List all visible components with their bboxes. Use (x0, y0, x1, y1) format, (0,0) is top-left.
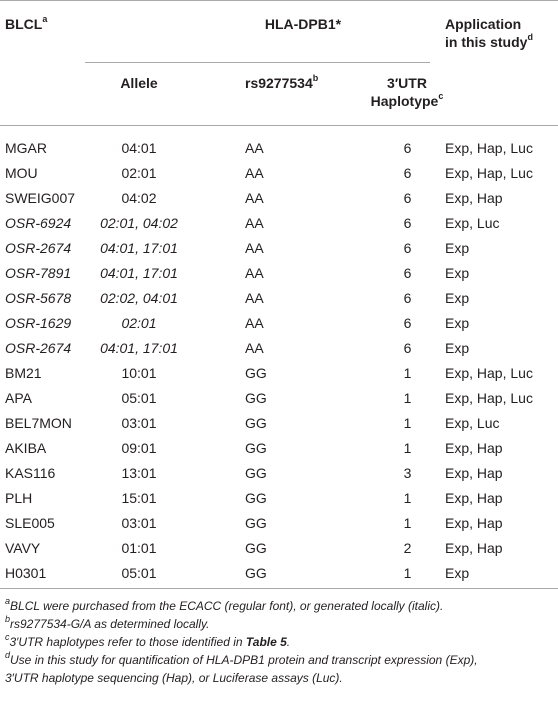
table-row (0, 286, 558, 311)
cell-rs9277534: GG (245, 515, 267, 531)
cell-3utr-haplotype: 1 (403, 515, 412, 531)
table-row (0, 336, 558, 361)
cell-rs9277534: GG (245, 565, 267, 581)
cell-blcl: PLH (5, 490, 33, 506)
cell-allele: 13:01 (121, 465, 157, 481)
cell-application: Exp (445, 315, 470, 331)
cell-3utr-haplotype: 3 (403, 465, 412, 481)
cell-allele: 09:01 (121, 440, 157, 456)
table-row (0, 161, 558, 186)
cell-3utr-haplotype: 6 (403, 290, 412, 306)
cell-allele: 01:01 (121, 540, 157, 556)
cell-allele: 02:01 (121, 315, 157, 331)
cell-rs9277534: GG (245, 390, 267, 406)
header-hla-dpb1: HLA-DPB1* (264, 16, 342, 32)
cell-allele: 03:01 (121, 415, 157, 431)
cell-rs9277534: AA (245, 315, 264, 331)
table-row (0, 186, 558, 211)
cell-application: Exp (445, 565, 470, 581)
footnote-d-cont: 3′UTR haplotype sequencing (Hap), or Luciferase assays (Luc). (5, 671, 343, 685)
table-row (0, 211, 558, 236)
cell-3utr-haplotype: 6 (403, 315, 412, 331)
cell-allele: 02:01 (121, 165, 157, 181)
cell-blcl: OSR-6924 (5, 215, 72, 231)
cell-application: Exp, Hap (445, 515, 503, 531)
cell-allele: 04:01 (121, 140, 157, 156)
cell-blcl: OSR-5678 (5, 290, 72, 306)
cell-blcl: MGAR (5, 140, 47, 156)
cell-rs9277534: AA (245, 240, 264, 256)
cell-allele: 02:02, 04:01 (100, 290, 178, 306)
table-row (0, 361, 558, 386)
table-body (0, 136, 558, 586)
cell-application: Exp, Luc (445, 215, 500, 231)
footnote-c: $^c$3′UTR haplotypes refer to those identified in Table 5. (5, 632, 291, 649)
cell-application: Exp, Hap, Luc (445, 165, 533, 181)
cell-rs9277534: GG (245, 540, 267, 556)
cell-blcl: H0301 (5, 565, 47, 581)
cell-rs9277534: GG (245, 415, 267, 431)
cell-3utr-haplotype: 1 (403, 365, 412, 381)
cell-rs9277534: AA (245, 165, 264, 181)
header-rs9277534: rs9277534$^b$ (245, 73, 319, 91)
header-allele: Allele (120, 75, 158, 91)
cell-rs9277534: AA (245, 290, 264, 306)
cell-3utr-haplotype: 1 (403, 440, 412, 456)
cell-application: Exp, Luc (445, 415, 500, 431)
cell-application: Exp (445, 240, 470, 256)
footnotes (5, 597, 555, 687)
cell-allele: 04:01, 17:01 (100, 240, 178, 256)
top-rule (0, 0, 558, 1)
cell-rs9277534: AA (245, 340, 264, 356)
table-row (0, 311, 558, 336)
cell-3utr-haplotype: 6 (403, 265, 412, 281)
cell-3utr-haplotype: 1 (403, 490, 412, 506)
cell-blcl: OSR-7891 (5, 265, 72, 281)
cell-rs9277534: GG (245, 465, 267, 481)
cell-blcl: OSR-2674 (5, 240, 72, 256)
cell-application: Exp, Hap (445, 440, 503, 456)
table-row (0, 411, 558, 436)
cell-rs9277534: AA (245, 140, 264, 156)
cell-allele: 02:01, 04:02 (100, 215, 178, 231)
cell-application: Exp, Hap, Luc (445, 365, 533, 381)
table-5-ref: Table 5 (245, 635, 287, 649)
cell-3utr-haplotype: 6 (403, 215, 412, 231)
footnote-b: $^b$rs9277534-G/A as determined locally. (5, 614, 210, 631)
cell-rs9277534: GG (245, 440, 267, 456)
cell-allele: 05:01 (121, 390, 157, 406)
cell-application: Exp (445, 340, 470, 356)
cell-allele: 05:01 (121, 565, 157, 581)
cell-application: Exp, Hap (445, 465, 503, 481)
cell-allele: 04:01, 17:01 (100, 265, 178, 281)
cell-application: Exp, Hap, Luc (445, 390, 533, 406)
cell-3utr-haplotype: 1 (403, 415, 412, 431)
cell-rs9277534: AA (245, 265, 264, 281)
table-row (0, 536, 558, 561)
cell-3utr-haplotype: 6 (403, 240, 412, 256)
cell-3utr-haplotype: 1 (403, 565, 412, 581)
cell-blcl: OSR-1629 (5, 315, 72, 331)
cell-allele: 15:01 (121, 490, 157, 506)
footnote-a: $^a$BLCL were purchased from the ECACC (regular font), or generated locally (italic). (5, 596, 444, 613)
footnote-d: $^d$Use in this study for quantification of HLA-DPB1 protein and transcript expression (Exp), (5, 650, 478, 667)
cell-3utr-haplotype: 1 (403, 390, 412, 406)
cell-rs9277534: GG (245, 365, 267, 381)
cell-application: Exp, Hap (445, 490, 503, 506)
cell-allele: 03:01 (121, 515, 157, 531)
bottom-rule (0, 588, 558, 589)
header-rule (0, 125, 558, 126)
cell-blcl: AKIBA (5, 440, 47, 456)
table-row (0, 461, 558, 486)
cell-blcl: SWEIG007 (5, 190, 76, 206)
header-blcl: BLCL$^a$ (5, 14, 48, 32)
table-row (0, 561, 558, 586)
cell-blcl: SLE005 (5, 515, 55, 531)
cell-application: Exp (445, 265, 470, 281)
cell-blcl: BEL7MON (5, 415, 72, 431)
cell-blcl: BM21 (5, 365, 42, 381)
cell-3utr-haplotype: 6 (403, 165, 412, 181)
group-underline (85, 62, 430, 63)
table-row (0, 386, 558, 411)
cell-3utr-haplotype: 6 (403, 190, 412, 206)
cell-application: Exp, Hap, Luc (445, 140, 533, 156)
cell-allele: 04:01, 17:01 (100, 340, 178, 356)
cell-application: Exp, Hap (445, 190, 503, 206)
cell-blcl: KAS116 (5, 465, 56, 481)
cell-blcl: OSR-2674 (5, 340, 72, 356)
cell-application: Exp, Hap (445, 540, 503, 556)
table-row (0, 486, 558, 511)
cell-3utr-haplotype: 6 (403, 140, 412, 156)
cell-allele: 04:02 (121, 190, 157, 206)
cell-application: Exp (445, 290, 470, 306)
table-row (0, 236, 558, 261)
cell-3utr-haplotype: 2 (403, 540, 412, 556)
cell-3utr-haplotype: 6 (403, 340, 412, 356)
cell-rs9277534: AA (245, 215, 264, 231)
header-3utr-haplotype: 3′UTR Haplotype$^c$ (370, 75, 444, 109)
table-row (0, 511, 558, 536)
table-row (0, 436, 558, 461)
cell-blcl: MOU (5, 165, 38, 181)
header-application: Application in this study$^d$ (445, 16, 533, 50)
table-row (0, 136, 558, 161)
table-row (0, 261, 558, 286)
cell-allele: 10:01 (121, 365, 157, 381)
cell-rs9277534: AA (245, 190, 264, 206)
cell-rs9277534: GG (245, 490, 267, 506)
cell-blcl: APA (5, 390, 32, 406)
cell-blcl: VAVY (5, 540, 41, 556)
